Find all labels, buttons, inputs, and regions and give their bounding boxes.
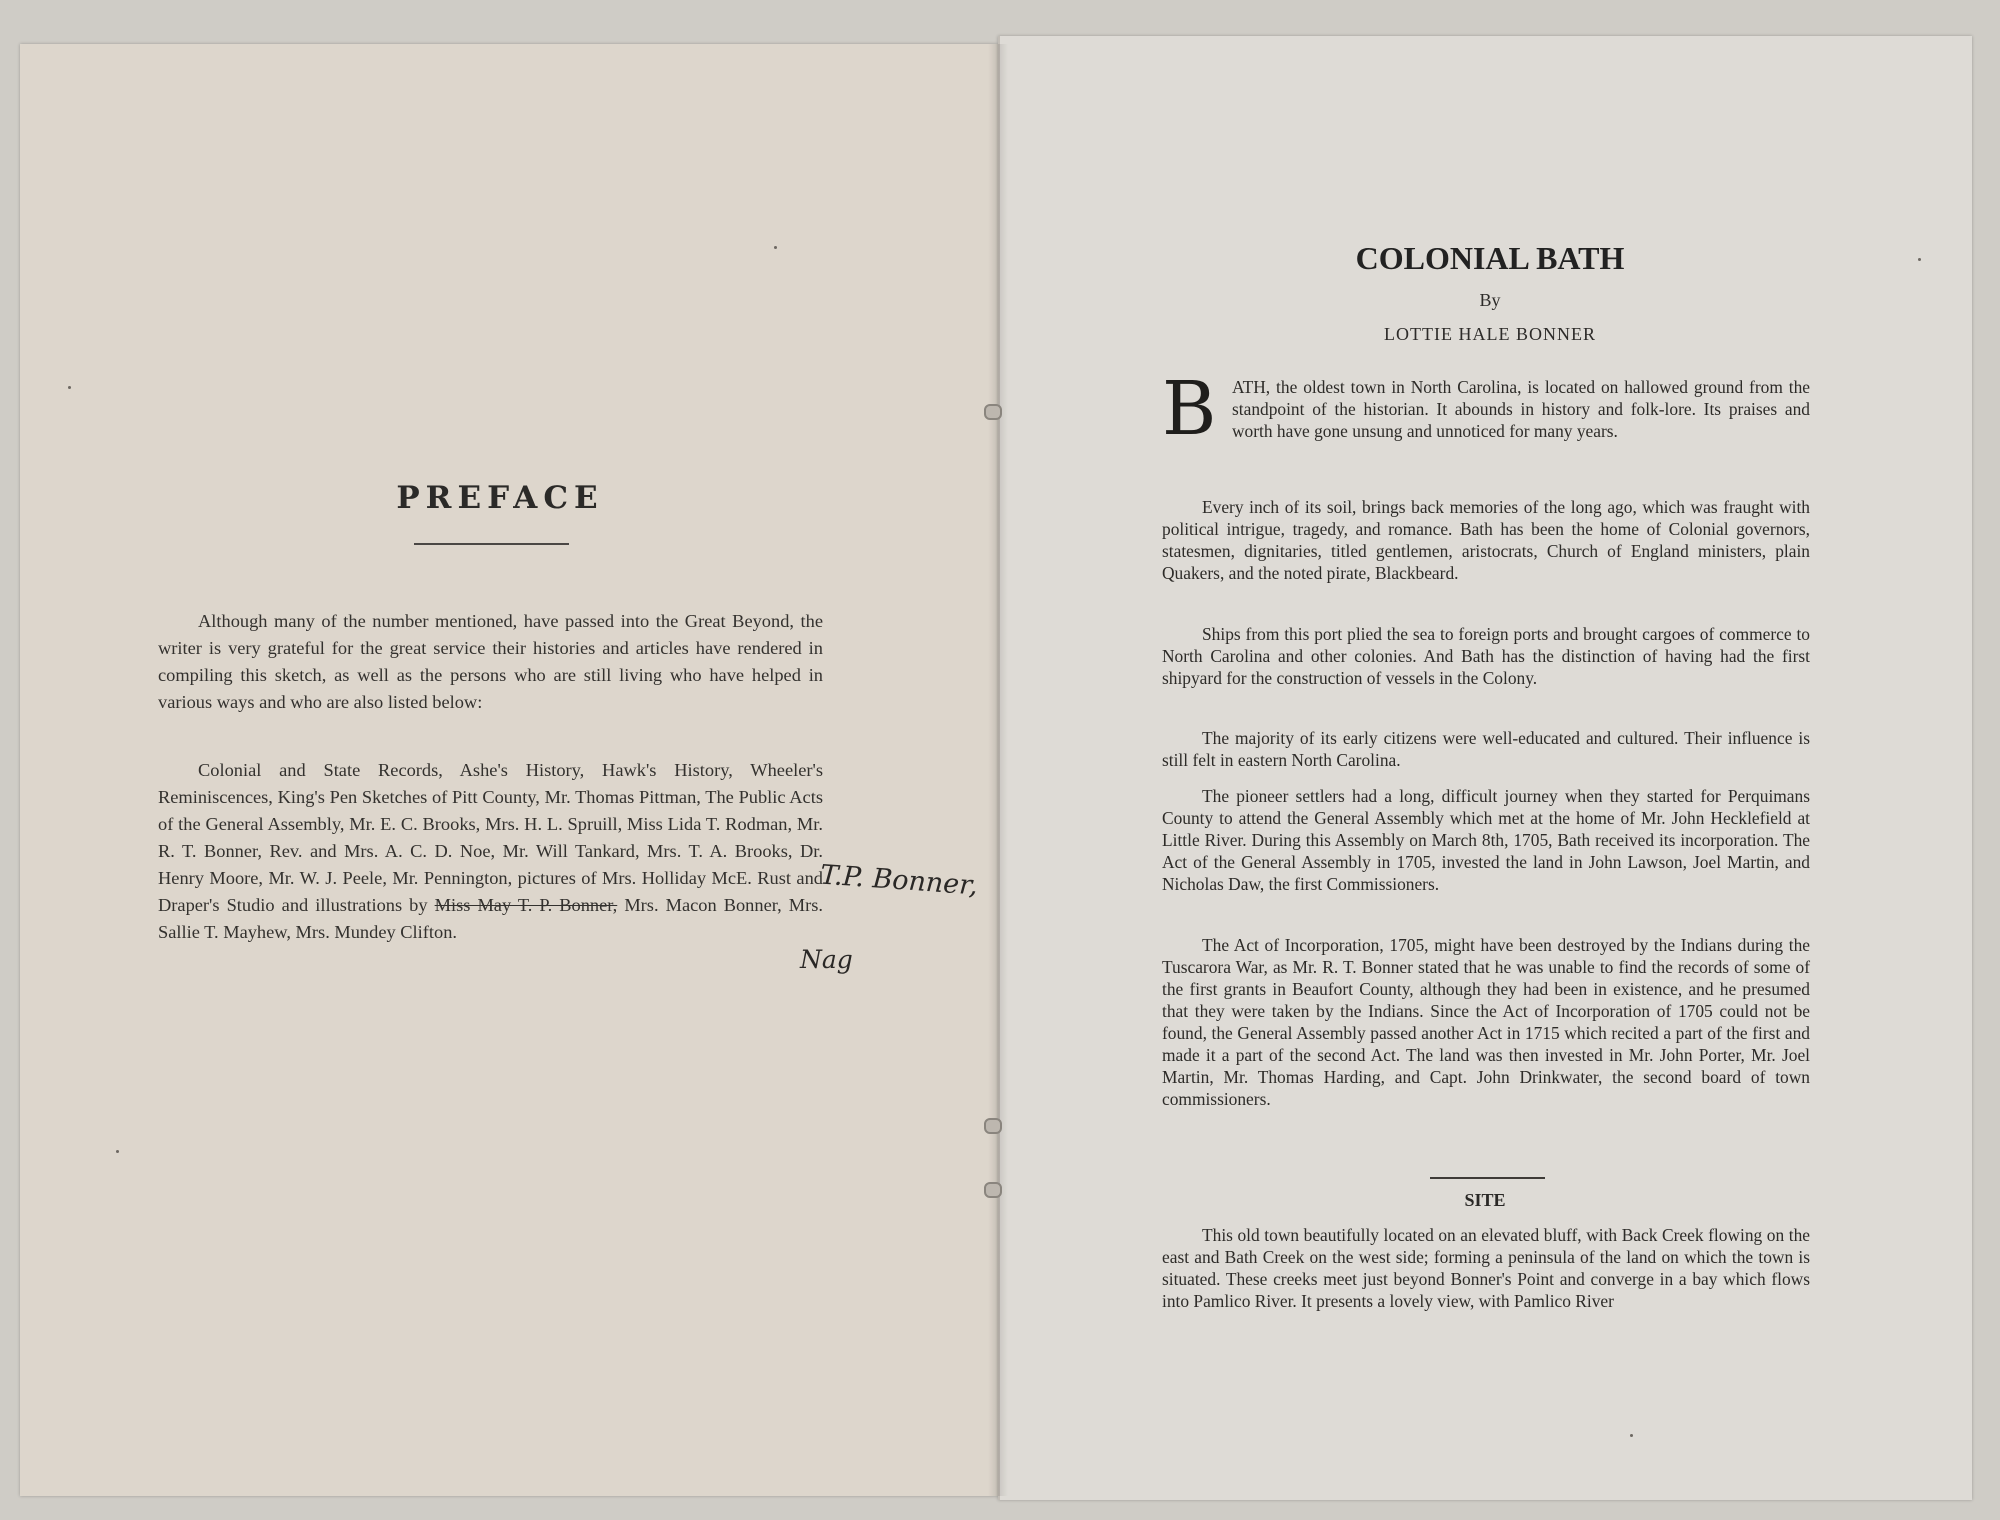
drop-cap-space — [1162, 376, 1232, 442]
preface-paragraph-1: Although many of the number mentioned, have passed into the Great Beyond, the writer is very grateful for the great service their histories and articles have rendered in compiling this sketch, as well as the persons who are still living who have helped in various ways and who are also listed below: — [158, 611, 823, 712]
byline-by: By — [1479, 290, 1501, 310]
preface-divider — [414, 543, 569, 545]
article-title: COLONIAL BATH — [1355, 240, 1625, 276]
preface-paragraph-2-start: Colonial and State Records, Ashe's History, Hawk's History, Wheeler's Reminiscences, King's Pen Sketches of Pitt County, Mr. Thomas Pittman, The Public Acts of the General Assembly, Mr. E. C. Brooks, Mrs. H. L. Spruill, Miss Lida T. Rodman, Mr. R. T. Bonner, Rev. and Mrs. A. C. D. Noe, Mr. Will Tankard, Mrs. T. A. Brooks, Dr. Henry Moore, Mr. W. J. Peele, Mr. Pennington, pictures of Mrs. Holliday McE. Rust and Draper's Studio and illustrations by — [158, 760, 823, 915]
paper-speck — [774, 246, 777, 249]
preface-title: PREFACE — [396, 480, 604, 516]
staple-bottom — [984, 1182, 1002, 1198]
article-paragraph-5: The pioneer settlers had a long, difficult journey when they started for Perquimans County to attend the General Assembly which met at the home of Mr. John Hecklefield at Little River. During this Assembly on March 8th, 1705, Bath received its incorporation. The Act of the General Assembly in 1705, invested the land in John Lawson, Joel Martin, and Nicholas Daw, the first Commissioners. — [1162, 786, 1810, 894]
handwritten-annotation-name: T.P. Bonner, — [819, 859, 979, 902]
handwritten-annotation-nag: Nag — [800, 945, 853, 974]
paper-speck — [116, 1150, 119, 1153]
book-gutter — [988, 44, 1008, 1496]
article-paragraph-3: Ships from this port plied the sea to foreign ports and brought cargoes of commerce to North Carolina and other colonies. And Bath has the distinction of having had the first shipyard for the construction of vessels in the Colony. — [1162, 624, 1810, 688]
struck-text: Miss May T. P. Bonner, — [434, 895, 618, 915]
article-paragraph-1-text: ATH, the oldest town in North Carolina, is located on hallowed ground from the standpoint of the historian. It abounds in history and folk-lore. Its praises and worth have gone unsung and unnoticed for many years. — [1232, 377, 1810, 441]
drop-cap: B — [1162, 366, 1217, 452]
article-paragraph-2: Every inch of its soil, brings back memories of the long ago, which was fraught with political intrigue, tragedy, and romance. Bath has been the home of Colonial governors, statesmen, dignitaries, titled gentlemen, aristocrats, Church of England ministers, plain Quakers, and the noted pirate, Blackbeard. — [1162, 497, 1810, 583]
staple-top — [984, 404, 1002, 420]
paper-speck — [68, 386, 71, 389]
article-paragraph-7: This old town beautifully located on an elevated bluff, with Back Creek flowing on the east and Bath Creek on the west side; forming a peninsula of the land on which the town is situated. These creeks meet just beyond Bonner's Point and converge in a bay which flows into Pamlico River. It presents a lovely view, with Pamlico River — [1162, 1225, 1810, 1311]
paper-speck — [1630, 1434, 1633, 1437]
paper-speck — [1918, 258, 1921, 261]
preface-paragraph-2-end: Mrs. Macon Bonner, Mrs. Sallie T. Mayhew, Mrs. Mundey Clifton. — [158, 895, 824, 942]
site-heading: SITE — [1464, 1190, 1506, 1210]
preface-paragraph-2 — [158, 757, 823, 946]
site-divider — [1430, 1177, 1545, 1179]
article-paragraph-6: The Act of Incorporation, 1705, might have been destroyed by the Indians during the Tuscarora War, as Mr. R. T. Bonner stated that he was unable to find the records of some of the first grants in Beaufort County, although they had been in existence, and he presumed that they were taken by the Indians. Since the Act of Incorporation of 1705 could not be found, the General Assembly passed another Act in 1715 which recited a part of the first and made it a part of the second Act. The land was then invested in Mr. John Porter, Mr. Joel Martin, Mr. Thomas Harding, and Capt. John Drinkwater, the second board of town commissioners. — [1162, 935, 1810, 1109]
article-paragraph-1 — [1162, 376, 1810, 442]
author-name: LOTTIE HALE BONNER — [1384, 324, 1596, 344]
article-paragraph-4: The majority of its early citizens were well-educated and cultured. Their influence is still felt in eastern North Carolina. — [1162, 728, 1810, 770]
staple-middle — [984, 1118, 1002, 1134]
